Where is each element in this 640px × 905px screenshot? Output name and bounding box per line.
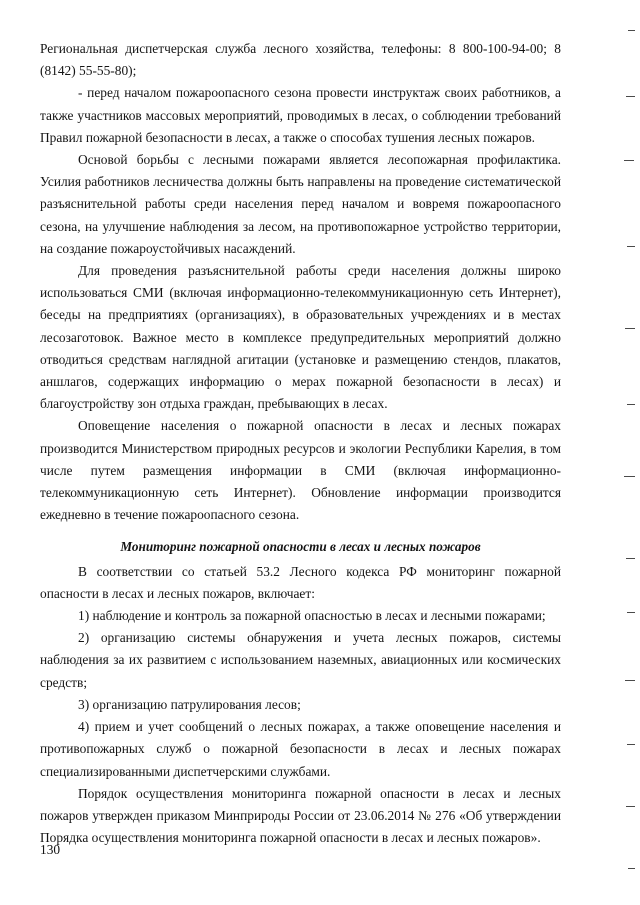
list-item: 1) наблюдение и контроль за пожарной опасностью в лесах и лесными пожарами;	[78, 608, 546, 624]
section-intro: В соответствии со статьей 53.2 Лесного кодекса РФ мониторинг пожарной опасности в лесах и лесных пожаров, включает:	[40, 563, 561, 601]
scan-mark	[627, 744, 635, 745]
scan-mark	[624, 476, 635, 477]
paragraph-media: Для проведения разъяснительной работы среди населения должны широко использоваться СМИ (включая информационно-телекоммуникационную сеть Интернет), беседы на предприятиях (организациях), в образовательных учреждениях и в местах лесозаготовок. Важное место в комплексе предупредительных мероприятий должно отводиться средствам наглядной агитации (установке и размещению стендов, плакатов, аншлагов, содержащих информацию о мерах пожарной безопасности в лесах) и благоустройству зон отдыха граждан, пребывающих в лесах.	[40, 263, 561, 412]
page-number: 130	[40, 842, 61, 857]
scan-mark	[626, 558, 635, 559]
scan-edge-marks	[618, 0, 640, 905]
list-item: 3) организацию патрулирования лесов;	[78, 696, 301, 712]
scan-mark	[627, 246, 635, 247]
scan-mark	[624, 160, 634, 161]
scan-mark	[627, 404, 635, 405]
list-item: 4) прием и учет сообщений о лесных пожарах, а также оповещение населения и противопожарных служб о пожарной безопасности в лесах и лесных пожарах специализированными диспетчерскими службами.	[40, 719, 561, 779]
scan-mark	[625, 680, 635, 681]
paragraph-briefing: - перед началом пожароопасного сезона провести инструктаж своих работников, а также участников массовых мероприятий, проводимых в лесах, о соблюдении требований Правил пожарной безопасности в лесах, а также о способах тушения лесных пожаров.	[40, 85, 561, 145]
section-heading: Мониторинг пожарной опасности в лесах и лесных пожаров	[120, 539, 481, 555]
scan-mark	[626, 806, 635, 807]
scan-mark	[627, 612, 635, 613]
scan-mark	[625, 328, 635, 329]
scan-mark	[628, 868, 635, 869]
paragraph-prevention: Основой борьбы с лесными пожарами является лесопожарная профилактика. Усилия работников лесничества должны быть направлены на проведение систематической разъяснительной работы среди населения перед началом и вовремя пожароопасного сезона, на улучшение наблюдения за лесом, на противопожарное устройство территории, на создание пожароустойчивых насаждений.	[40, 152, 561, 256]
scan-mark	[628, 30, 635, 31]
paragraph-notification: Оповещение населения о пожарной опасности в лесах и лесных пожарах производится Министерством природных ресурсов и экологии Республики Карелия, в том числе путем размещения информации в СМИ (включая информационно-телекоммуникационную сеть Интернет). Обновление информации производится ежедневно в течение пожароопасного сезона.	[40, 418, 561, 523]
section-closing: Порядок осуществления мониторинга пожарной опасности в лесах и лесных пожаров утвержден приказом Минприроды России от 23.06.2014 № 276 «Об утверждении Порядка осуществления мониторинга пожарной опасности в лесах и лесных пожаров».	[40, 785, 561, 846]
document-page	[40, 38, 561, 849]
scan-mark	[626, 96, 635, 97]
paragraph-dispatch-phones: Региональная диспетчерская служба лесного хозяйства, телефоны: 8 800-100-94-00; 8 (8142) 55-55-80);	[40, 41, 561, 79]
list-item: 2) организацию системы обнаружения и учета лесных пожаров, системы наблюдения за их развитием с использованием наземных, авиационных или космических средств;	[40, 630, 561, 690]
